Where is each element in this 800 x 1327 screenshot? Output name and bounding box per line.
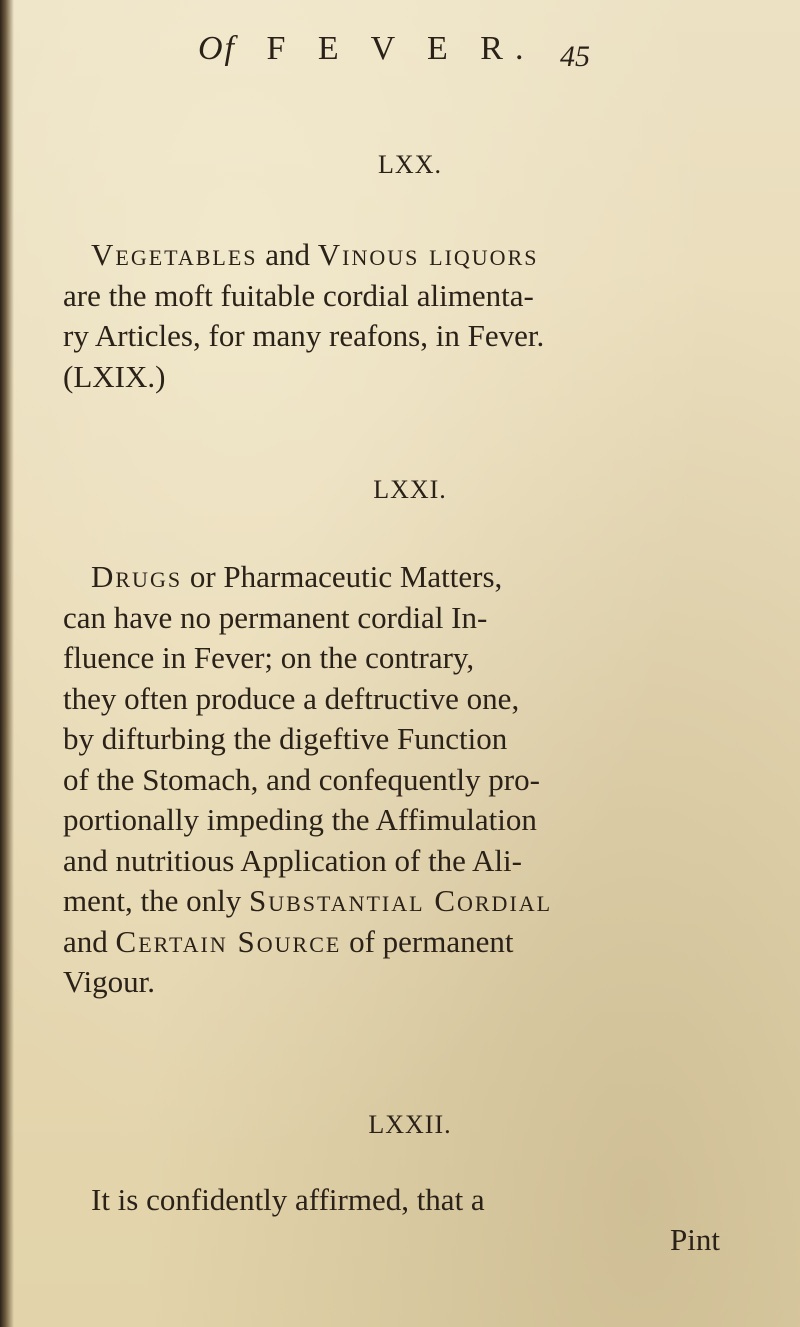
text-line: It is confidently affirmed, that a xyxy=(91,1182,485,1217)
text-line xyxy=(63,557,763,598)
text-line: they often produce a deftructive one, xyxy=(63,680,520,716)
text-run: and xyxy=(257,237,318,272)
small-caps-vegetables: Vegetables xyxy=(91,237,258,272)
section-heading-lxxi: LXXI. xyxy=(373,475,447,504)
text-line: portionally impeding the Affimulation xyxy=(63,802,537,837)
section-heading-lxxii: LXXII. xyxy=(368,1110,452,1139)
small-caps-substantial-cordial: Substantial Cordial xyxy=(248,883,553,918)
small-caps-vinous-liquors: Vinous liquors xyxy=(317,237,539,272)
text-run: or Pharmaceutic Matters, xyxy=(182,559,503,594)
catchword: Pint xyxy=(670,1222,720,1257)
paragraph-lxxii xyxy=(63,1180,763,1221)
text-line xyxy=(63,881,763,922)
running-head xyxy=(198,30,535,68)
running-head-title: F E V E R. xyxy=(266,30,536,67)
text-run: and xyxy=(63,923,116,959)
section-heading-lxx: LXX. xyxy=(378,150,442,179)
text-line: by difturbing the digeftive Function xyxy=(63,721,508,756)
text-line: (LXIX.) xyxy=(63,358,166,394)
paragraph-lxxi xyxy=(63,557,763,1003)
text-run: ment, the only xyxy=(63,883,249,918)
text-line: fluence in Fever; on the contrary, xyxy=(63,640,475,675)
text-line xyxy=(63,235,763,276)
text-line: of the Stomach, and confequently pro- xyxy=(63,761,540,797)
small-caps-drugs: Drugs xyxy=(91,559,183,594)
text-line: Vigour. xyxy=(63,964,156,999)
running-head-of: Of xyxy=(198,30,236,67)
text-line: are the moft fuitable cordial alimenta- xyxy=(63,277,534,313)
text-line: and nutritious Application of the Ali- xyxy=(63,842,522,878)
text-line: can have no permanent cordial In- xyxy=(63,599,488,635)
text-line xyxy=(63,922,763,963)
page-number: 45 xyxy=(560,40,590,73)
paragraph-lxx xyxy=(63,235,763,397)
text-line: ry Articles, for many reafons, in Fever. xyxy=(63,318,545,353)
text-run: of permanent xyxy=(341,923,514,959)
small-caps-certain-source: Certain Source xyxy=(115,923,342,959)
